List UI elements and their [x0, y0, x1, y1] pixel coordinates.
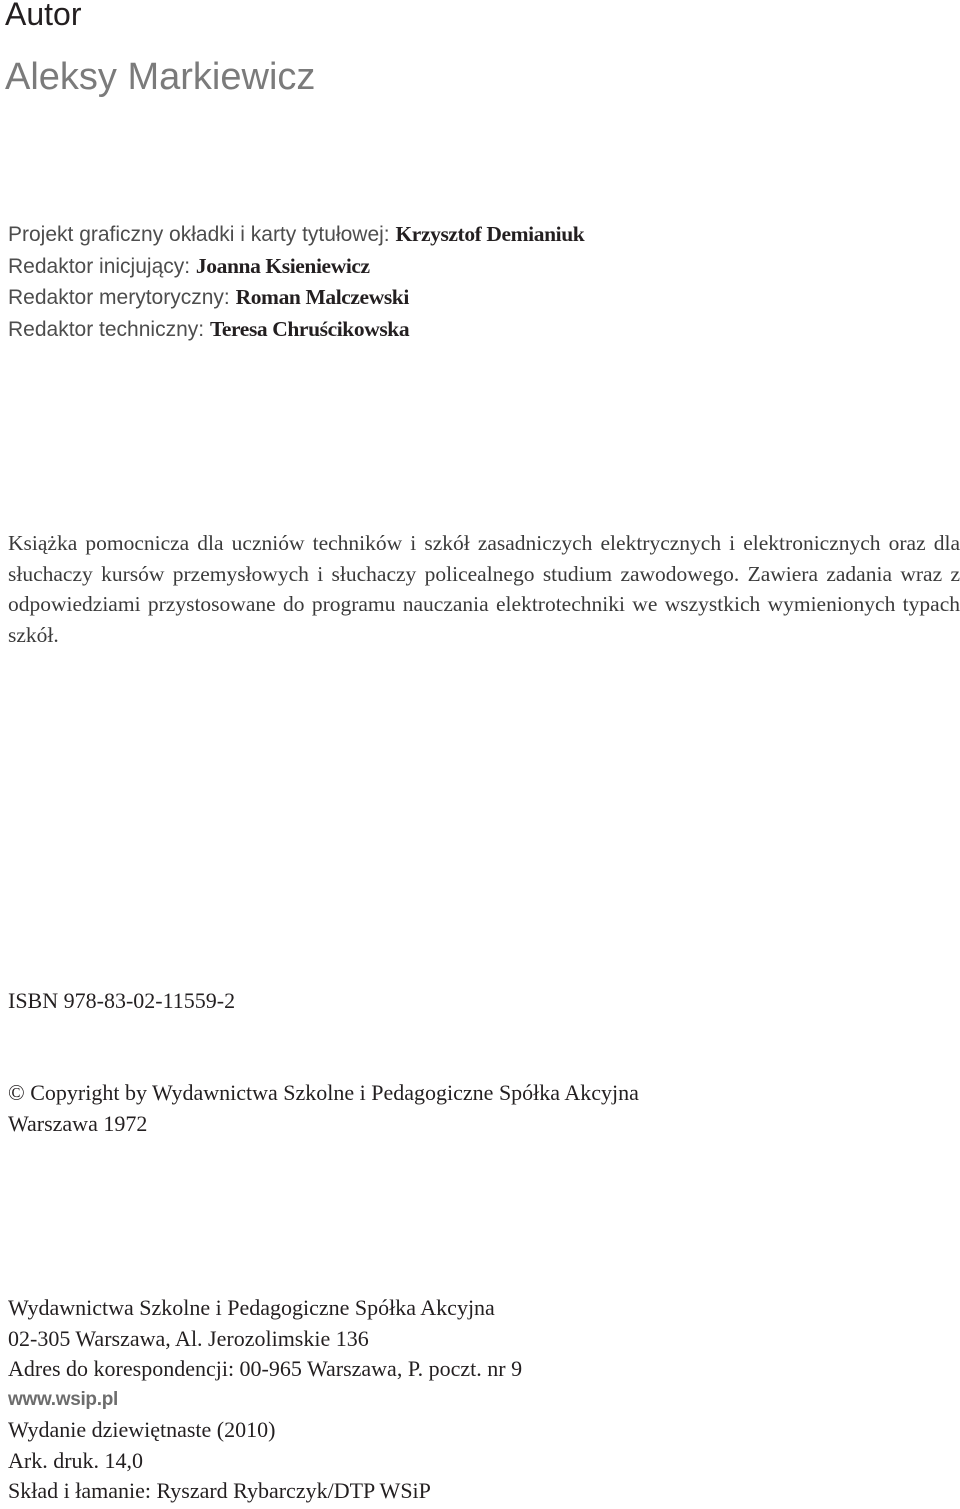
website-link[interactable]: www.wsip.pl: [8, 1388, 119, 1410]
publisher-block: [8, 1293, 522, 1507]
credit-name: Krzysztof Demianiuk: [395, 222, 585, 246]
credit-role: Redaktor merytoryczny:: [8, 286, 236, 309]
author-name: Aleksy Markiewicz: [5, 56, 316, 98]
credit-name: Roman Malczewski: [235, 285, 409, 309]
typesetting-credit: Skład i łamanie: Ryszard Rybarczyk/DTP WSiP: [8, 1478, 431, 1503]
book-description: Książka pomocnicza dla uczniów techników i szkół zasadniczych elektrycznych i elektronicznych oraz dla słuchaczy kursów przemysłowych i słuchaczy policealnego studium zawodowego. Zawiera zadania wraz z odpowiedziami przystosowane do programu nauczania elektrotechniki we wszystkich wymienionych typach szkół.: [8, 531, 960, 648]
author-label: Autor: [5, 0, 82, 32]
credit-row-cover-design: [8, 219, 584, 251]
credit-row-initiating-editor: [8, 251, 584, 283]
credit-role: Redaktor inicjujący:: [8, 254, 196, 278]
publisher-address: 02-305 Warszawa, Al. Jerozolimskie 136: [8, 1325, 369, 1351]
credit-role: Redaktor techniczny:: [8, 317, 210, 341]
correspondence-address: Adres do korespondencji: 00-965 Warszawa, P. poczt. nr 9: [8, 1356, 523, 1381]
credit-role: Projekt graficzny okładki i karty tytułowej:: [8, 223, 396, 246]
edition: Wydanie dziewiętnaste (2010): [8, 1417, 276, 1442]
credits-block: [8, 219, 584, 345]
copyright-year: Warszawa 1972: [8, 1110, 148, 1136]
isbn: ISBN 978-83-02-11559-2: [8, 988, 236, 1013]
copyright-line: © Copyright by Wydawnictwa Szkolne i Pedagogiczne Spółka Akcyjna: [8, 1080, 639, 1105]
credit-row-content-editor: [8, 282, 584, 314]
printing-sheets: Ark. druk. 14,0: [8, 1447, 144, 1473]
publisher-name: Wydawnictwa Szkolne i Pedagogiczne Spółka Akcyjna: [8, 1295, 495, 1320]
copyright-block: [8, 1078, 639, 1139]
credit-name: Teresa Chruścikowska: [209, 316, 410, 341]
credit-name: Joanna Ksieniewicz: [195, 253, 370, 278]
credit-row-technical-editor: [8, 314, 584, 346]
